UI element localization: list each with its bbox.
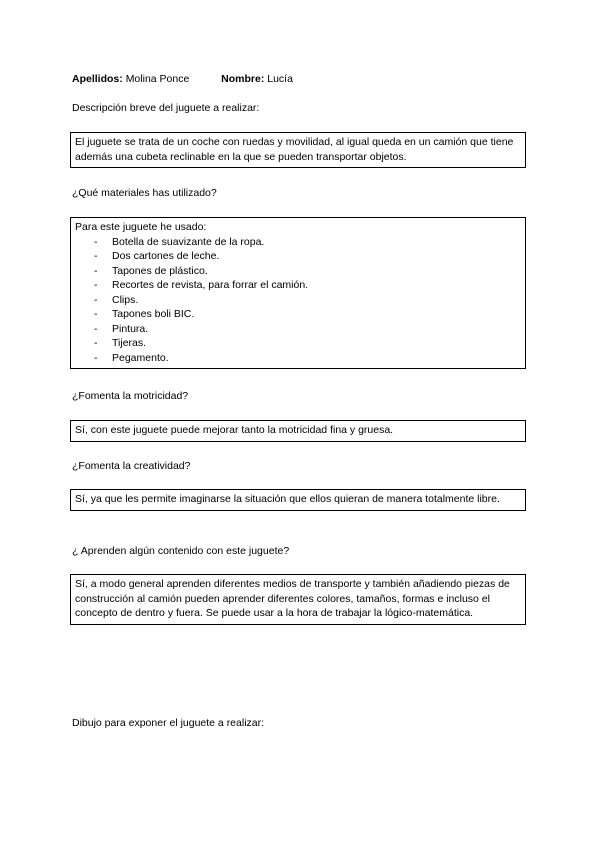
surname-value: Molina Ponce [125,73,190,85]
materials-item-text: Clips. [112,293,139,306]
materials-item-text: Tijeras. [112,337,147,349]
list-bullet: - [94,250,98,262]
list-bullet: - [94,235,98,248]
list-bullet: - [94,293,98,306]
materials-item-text: Dos cartones de leche. [112,250,220,262]
materials-item-text: Recortes de revista, para forrar el camión. [112,279,309,291]
motor-answer-box [70,420,526,442]
materials-item-text: Tapones boli BIC. [112,308,195,320]
motor-answer: Sí, con este juguete puede mejorar tanto la motricidad fina y gruesa. [75,424,394,436]
student-header [72,72,293,87]
materials-list-item [75,336,521,351]
materials-intro: Para este juguete he usado: [75,221,207,233]
description-question: Descripción breve del juguete a realizar: [72,102,260,114]
list-bullet: - [94,337,98,349]
materials-item-text: Pintura. [112,322,149,335]
materials-list-item [75,351,521,366]
materials-answer-box [70,217,526,369]
motor-question: ¿Fomenta la motricidad? [72,390,189,402]
description-answer: El juguete se trata de un coche con ruedas y movilidad, al igual queda en un camión que tiene además una cubeta reclinable en la que se pueden transportar objetos. [75,136,514,163]
materials-list-item [75,249,521,264]
materials-list-item [75,235,521,250]
materials-question: ¿Qué materiales has utilizado? [72,187,217,199]
list-bullet: - [94,322,98,335]
content-answer-box [70,574,526,625]
materials-item-text: Tapones de plástico. [112,264,208,277]
list-bullet: - [94,264,98,277]
list-bullet: - [94,308,98,320]
creativity-question: ¿Fomenta la creatividad? [72,460,191,472]
materials-list-item [75,264,521,279]
drawing-question: Dibujo para exponer el juguete a realizar: [72,717,265,729]
materials-item-text: Botella de suavizante de la ropa. [112,235,265,248]
creativity-answer: Sí, ya que les permite imaginarse la situación que ellos quieran de manera totalmente libre. [75,493,500,505]
list-bullet: - [94,279,98,291]
content-answer: Sí, a modo general aprenden diferentes medios de transporte y también añadiendo piezas de construcción al camión pueden aprender diferentes colores, tamaños, formas e incluso el concepto de dentro y fuera. Se puede usar a la hora de trabajar la lógico-matemática. [75,578,510,619]
materials-item-text: Pegamento. [112,351,169,364]
list-bullet: - [94,351,98,364]
materials-list [75,235,521,366]
materials-list-item [75,278,521,293]
materials-list-item [75,293,521,308]
surname-label: Apellidos: [72,73,123,85]
name-label: Nombre: [221,73,265,85]
content-question: ¿ Aprenden algún contenido con este juguete? [72,545,290,557]
name-value: Lucía [267,73,293,85]
creativity-answer-box [70,489,526,511]
materials-list-item [75,307,521,322]
materials-list-item [75,322,521,337]
description-answer-box [70,132,526,168]
